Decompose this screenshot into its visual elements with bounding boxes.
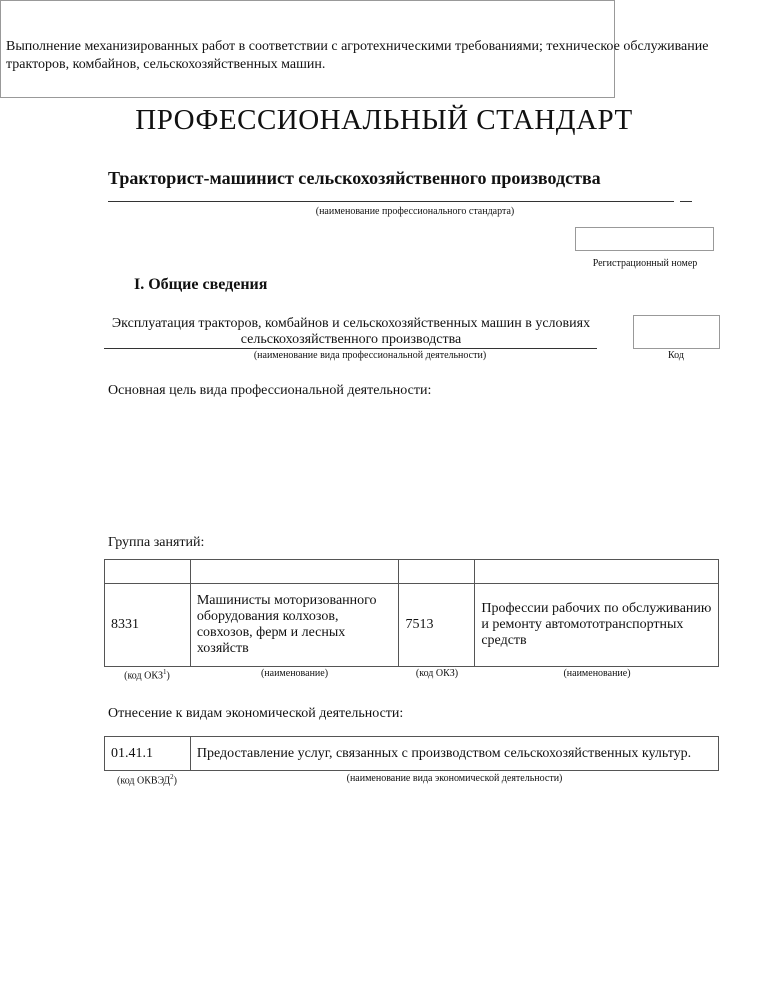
section-heading: I. Общие сведения	[134, 276, 268, 293]
registration-number-box	[575, 227, 714, 251]
okz-code-caption: (код ОКЗ$^1$)	[124, 668, 170, 682]
activity-code-caption: Код	[668, 350, 684, 361]
okved-code: 01.41.1	[105, 737, 191, 771]
occupation-group-label: Группа занятий:	[108, 535, 205, 550]
okz-name-caption: (наименование)	[260, 668, 329, 679]
standard-name: Тракторист-машинист сельскохозяйственного производства	[108, 168, 601, 188]
okved-code-caption-text: (код ОКВЭД	[117, 775, 171, 787]
goal-box	[0, 0, 709, 98]
goal-label: Основная цель вида профессиональной деятельности:	[108, 383, 432, 398]
standard-name-underline	[108, 201, 674, 202]
okved-code-caption: (код ОКВЭД$^2$)	[117, 773, 177, 787]
table-cell	[475, 560, 719, 584]
economic-label: Отнесение к видам экономической деятельности:	[108, 706, 404, 721]
standard-name-caption: (наименование профессионального стандарта)	[315, 206, 515, 217]
table-cell	[190, 560, 399, 584]
okz-name-caption-2: (наименование)	[563, 668, 631, 679]
occupation-name-1: Машинисты моторизованного оборудования колхозов, совхозов, ферм и лесных хозяйств	[190, 584, 399, 667]
occupation-code-1: 8331	[105, 584, 191, 667]
table-row	[105, 737, 719, 771]
economic-activity-caption: (наименование вида экономической деятельности)	[346, 773, 563, 784]
document-title: ПРОФЕССИОНАЛЬНЫЙ СТАНДАРТ	[135, 104, 633, 136]
footnote-mark: 1	[163, 668, 167, 676]
okz-code-caption-text: (код ОКЗ	[124, 670, 164, 682]
okz-code-caption-2: (код ОКЗ)	[415, 668, 459, 679]
registration-number-caption: Регистрационный номер	[592, 258, 698, 269]
activity-caption: (наименование вида профессиональной деятельности)	[253, 350, 487, 361]
economic-table	[104, 736, 719, 771]
footnote-mark: 2	[170, 773, 174, 781]
goal-text: Выполнение механизированных работ в соответствии с агротехническими требованиями; техническое обслуживание тракторов, комбайнов, сельскохозяйственных машин.	[6, 39, 709, 72]
activity-code-box	[633, 315, 720, 349]
table-row	[105, 584, 719, 667]
occupation-table	[104, 559, 719, 667]
activity-name: Эксплуатация тракторов, комбайнов и сельскохозяйственных машин в условиях сельскохозяйственного производства	[111, 316, 591, 347]
occupation-name-2: Профессии рабочих по обслуживанию и ремонту автомототранспортных средств	[475, 584, 719, 667]
occupation-code-2: 7513	[399, 584, 475, 667]
table-cell	[399, 560, 475, 584]
table-cell	[105, 560, 191, 584]
activity-underline	[104, 348, 597, 349]
table-row	[105, 560, 719, 584]
economic-activity-name: Предоставление услуг, связанных с производством сельскохозяйственных культур.	[190, 737, 718, 771]
standard-name-underline-tail	[680, 201, 692, 202]
